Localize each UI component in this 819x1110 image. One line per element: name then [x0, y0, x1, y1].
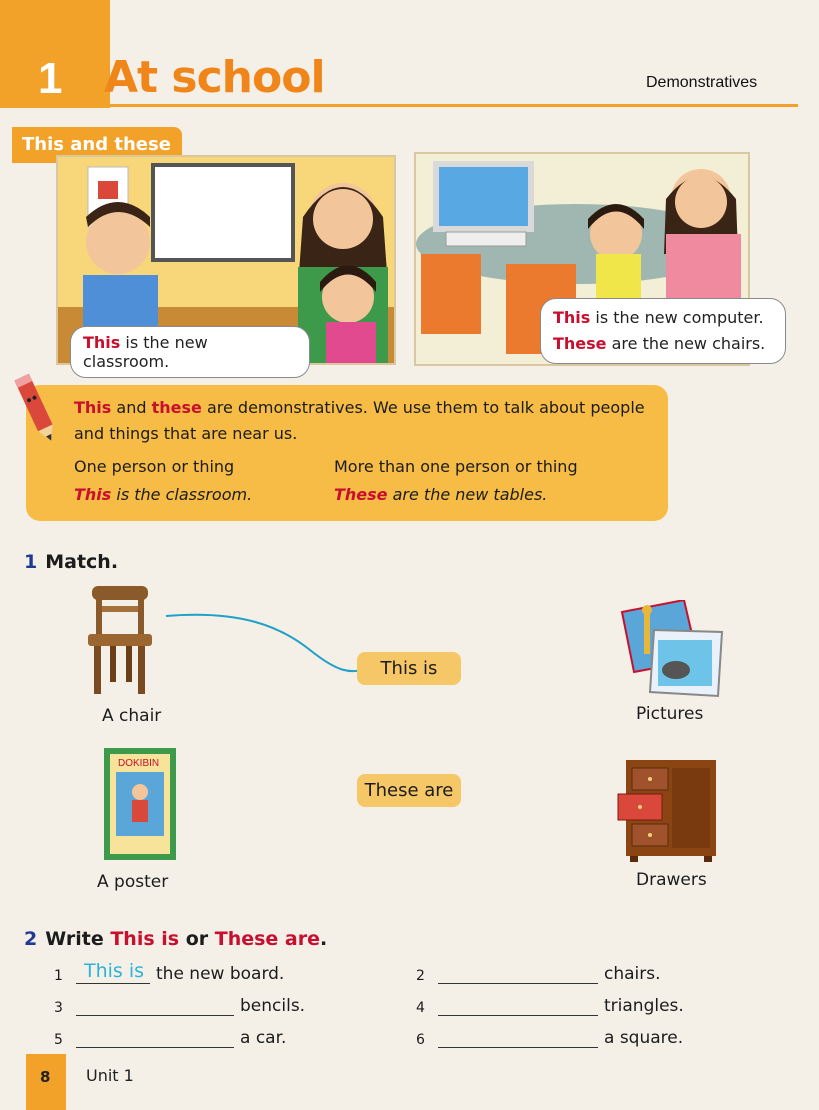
answer-blank[interactable]	[76, 992, 234, 1016]
keyword-this: This	[74, 398, 112, 417]
answer-row	[416, 960, 661, 984]
rule-columns	[74, 453, 654, 509]
exercise-2-heading	[24, 928, 327, 950]
rule-connector: and	[111, 398, 152, 417]
pictures-picture	[614, 600, 726, 698]
answer-blank[interactable]	[438, 960, 598, 984]
label-chair: A chair	[102, 706, 162, 726]
bubble-text: is the new computer.	[590, 308, 764, 327]
footer-unit-label: Unit 1	[86, 1066, 134, 1085]
keyword-this: This	[83, 333, 121, 352]
instruction-text: .	[320, 928, 328, 950]
subheading-tag: This and these	[12, 127, 182, 163]
match-connector-line	[160, 606, 370, 676]
example-text: are the new tables.	[387, 485, 548, 504]
bubble-text: are the new chairs.	[606, 334, 766, 353]
pencil-mascot-icon	[14, 368, 58, 448]
row-text: a square.	[604, 1028, 684, 1048]
exercise-number: 1	[24, 551, 38, 573]
rule-example	[74, 481, 334, 509]
page-title: At school	[104, 52, 325, 103]
row-text: a car.	[240, 1028, 287, 1048]
rule-column-heading: One person or thing	[74, 457, 235, 476]
exercise-number: 2	[24, 928, 38, 950]
header-divider	[104, 104, 798, 107]
exercise-1-heading	[24, 551, 118, 573]
answer-blank[interactable]	[438, 992, 598, 1016]
rule-text: are demonstratives. We use them to talk about people and things that are near us.	[74, 398, 645, 443]
keyword-this: This	[553, 308, 591, 327]
row-number: 5	[54, 1032, 63, 1048]
answer-row	[54, 1024, 286, 1048]
row-text: chairs.	[604, 964, 661, 984]
answer-blank[interactable]	[438, 1024, 598, 1048]
poster-picture	[104, 748, 176, 860]
answer-row	[54, 992, 305, 1016]
answer-row	[416, 1024, 683, 1048]
row-number: 6	[416, 1032, 425, 1048]
page-number: 8	[40, 1068, 51, 1086]
instruction-text: Write	[45, 928, 111, 950]
keyword-these-are: These are	[214, 928, 320, 950]
keyword-these: These	[553, 334, 607, 353]
speech-bubble-classroom	[70, 326, 310, 378]
keyword-this: This	[74, 485, 112, 504]
label-pictures: Pictures	[636, 704, 704, 724]
svg-text:DOKIBIN: DOKIBIN	[118, 758, 160, 769]
answer-row	[416, 992, 684, 1016]
rule-column-plural	[334, 453, 654, 509]
row-number: 3	[54, 1000, 63, 1016]
section-topic: Demonstratives	[646, 74, 758, 91]
label-drawers: Drawers	[636, 870, 707, 890]
row-text: triangles.	[604, 996, 684, 1016]
row-number: 1	[54, 968, 63, 984]
rule-column-heading: More than one person or thing	[334, 457, 578, 476]
keyword-these: these	[151, 398, 202, 417]
match-option-this-is[interactable]: This is	[357, 652, 461, 685]
row-number: 4	[416, 1000, 425, 1016]
rule-explanation	[74, 395, 654, 447]
rule-example	[334, 481, 654, 509]
bubble-text: is the new classroom.	[83, 333, 208, 371]
row-number: 2	[416, 968, 425, 984]
match-option-these-are[interactable]: These are	[357, 774, 461, 807]
rule-column-singular	[74, 453, 334, 509]
drawers-picture	[616, 754, 720, 864]
row-text: the new board.	[156, 964, 285, 984]
speech-bubble-computer	[540, 298, 786, 364]
answer-blank[interactable]: This is	[76, 960, 150, 984]
chair-picture	[88, 584, 154, 696]
keyword-this-is: This is	[110, 928, 180, 950]
unit-number: 1	[38, 54, 63, 103]
row-text: bencils.	[240, 996, 306, 1016]
answer-blank[interactable]	[76, 1024, 234, 1048]
grammar-rule-box	[26, 385, 668, 521]
example-text: is the classroom.	[111, 485, 253, 504]
label-poster: A poster	[97, 872, 169, 892]
answer-row	[54, 960, 284, 984]
instruction-text: or	[179, 928, 215, 950]
keyword-these: These	[334, 485, 388, 504]
exercise-instruction: Match.	[45, 551, 119, 573]
